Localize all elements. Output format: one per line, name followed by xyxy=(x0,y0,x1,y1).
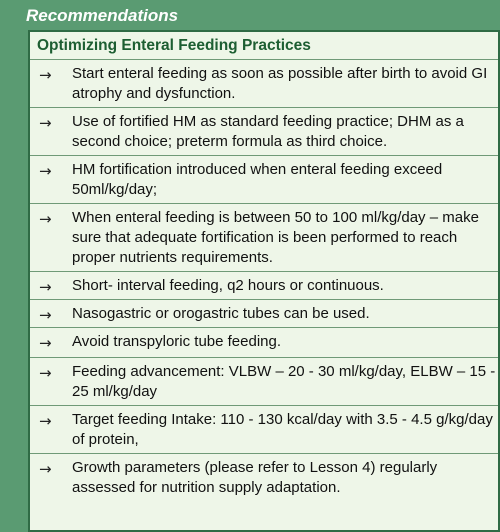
list-item xyxy=(30,272,498,300)
arrow-icon: → xyxy=(39,66,52,84)
arrow-icon: → xyxy=(39,306,52,324)
list-item-text: Feeding advancement: VLBW – 20 - 30 ml/kg/day, ELBW – 15 - 25 ml/kg/day xyxy=(72,363,496,400)
list-item xyxy=(30,156,498,204)
arrow-icon: → xyxy=(39,114,52,132)
arrow-icon: → xyxy=(39,278,52,296)
list-item xyxy=(30,300,498,328)
list-item xyxy=(30,454,498,506)
list-item xyxy=(30,60,498,108)
panel-header xyxy=(30,32,498,60)
list-item xyxy=(30,358,498,406)
list-item-text: Nasogastric or orogastric tubes can be used. xyxy=(72,305,370,322)
arrow-icon: → xyxy=(39,210,52,228)
list-item-text: Growth parameters (please refer to Lesson 4) regularly assessed for nutrition supply adaptation. xyxy=(72,459,438,496)
arrow-icon: → xyxy=(39,162,52,180)
arrow-icon: → xyxy=(39,364,52,382)
list-item xyxy=(30,328,498,358)
list-item-text: Start enteral feeding as soon as possible after birth to avoid GI atrophy and dysfunction. xyxy=(72,65,488,102)
list-item-text: Target feeding Intake: 110 - 130 kcal/day with 3.5 - 4.5 g/kg/day of protein, xyxy=(72,411,493,448)
list-item xyxy=(30,406,498,454)
panel-title: Optimizing Enteral Feeding Practices xyxy=(37,37,311,54)
list-item-text: Short- interval feeding, q2 hours or continuous. xyxy=(72,277,384,294)
arrow-icon: → xyxy=(39,460,52,478)
list-item-text: HM fortification introduced when enteral feeding exceed 50ml/kg/day; xyxy=(72,161,443,198)
recommendations-panel xyxy=(28,30,500,532)
arrow-icon: → xyxy=(39,334,52,352)
list-item-text: Use of fortified HM as standard feeding practice; DHM as a second choice; preterm formula as third choice. xyxy=(72,113,464,150)
section-title: Recommendations xyxy=(26,6,179,25)
arrow-icon: → xyxy=(39,412,52,430)
list-item xyxy=(30,108,498,156)
list-item-text: Avoid transpyloric tube feeding. xyxy=(72,333,282,350)
list-item xyxy=(30,204,498,272)
list-item-text: When enteral feeding is between 50 to 100 ml/kg/day – make sure that adequate fortification is been performed to reach proper nutrients requirements. xyxy=(72,209,479,266)
